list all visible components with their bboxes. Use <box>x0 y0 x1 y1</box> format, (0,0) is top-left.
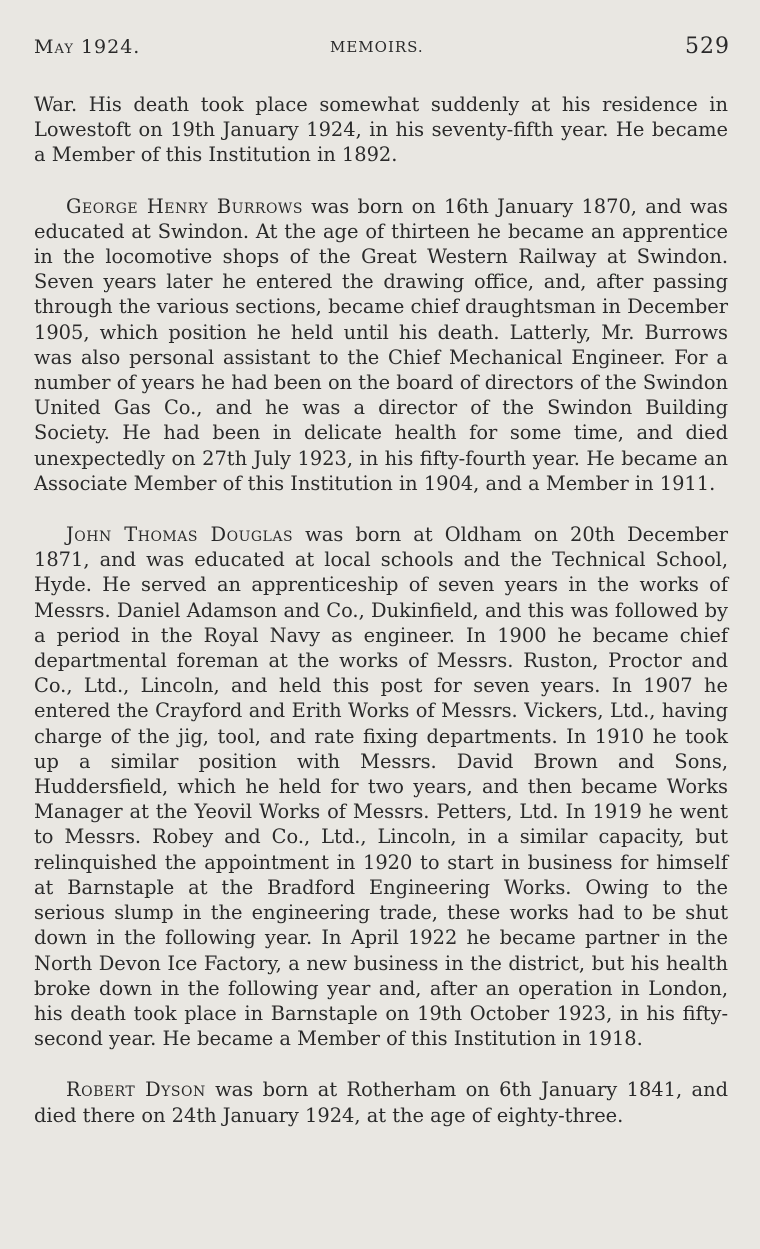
memoir-paragraph-dyson <box>34 1077 728 1127</box>
running-header <box>34 36 730 66</box>
memoir-name: Robert Dyson <box>66 1078 206 1102</box>
header-date: May 1924. <box>34 36 141 58</box>
memoir-paragraph-continued <box>34 92 728 168</box>
paragraph-text: was born at Oldham on 20th December 1871, and was educated at local schools and the Technical School, Hyde. He served an apprenticeship of seven years in the works of Messrs. Daniel Adamson and Co., Dukinfield, and this was followed by a period in the Royal Navy as engineer. In 1900 he became chief departmental foreman at the works of Messrs. Ruston, Proctor and Co., Ltd., Lincoln, and held this post for seven years. In 1907 he entered the Crayford and Erith Works of Messrs. Vickers, Ltd., having charge of the jig, tool, and rate fixing departments. In 1910 he took up a similar position with Messrs. David Brown and Sons, Huddersfield, which he held for two years, and then became Works Manager at the Yeovil Works of Messrs. Petters, Ltd. In 1919 he went to Messrs. Robey and Co., Ltd., Lincoln, in a similar capacity, but relinquished the appointment in 1920 to start in business for himself at Barnstaple at the Bradford Engineering Works. Owing to the serious slump in the engineering trade, these works had to be shut down in the following year. In April 1922 he became partner in the North Devon Ice Factory, a new business in the district, but his health broke down in the following year and, after an operation in London, his death took place in Barnstaple on 19th October 1923, in his fifty-second year. He became a Member of this Institution in 1918. <box>34 523 728 1051</box>
paragraph-text: was born at Rotherham on 6th January 1841, and died there on 24th January 1924, at the age of eighty-three. <box>34 1078 728 1127</box>
header-section-title: MEMOIRS. <box>330 38 424 56</box>
memoir-paragraph-douglas <box>34 522 728 1051</box>
paragraph-text: was born on 16th January 1870, and was educated at Swindon. At the age of thirteen he became an apprentice in the locomotive shops of the Great Western Railway at Swindon. Seven years later he entered the drawing office, and, after passing through the various sections, became chief draughtsman in December 1905, which position he held until his death. Latterly, Mr. Burrows was also personal assistant to the Chief Mechanical Engineer. For a number of years he had been on the board of directors of the Swindon United Gas Co., and he was a director of the Swindon Building Society. He had been in delicate health for some time, and died unexpectedly on 27th July 1923, in his fifty-fourth year. He became an Associate Member of this Institution in 1904, and a Member in 1911. <box>34 194 729 495</box>
body-text <box>34 92 728 1154</box>
page-number: 529 <box>685 34 730 59</box>
memoir-name: John Thomas Douglas <box>66 523 294 547</box>
paragraph-text: War. His death took place somewhat suddenly at his residence in Lowestoft on 19th January 1924, in his seventy-fifth year. He became a Member of this Institution in 1892. <box>34 93 728 167</box>
memoir-name: George Henry Burrows <box>66 194 303 218</box>
memoir-paragraph-burrows <box>34 194 728 496</box>
